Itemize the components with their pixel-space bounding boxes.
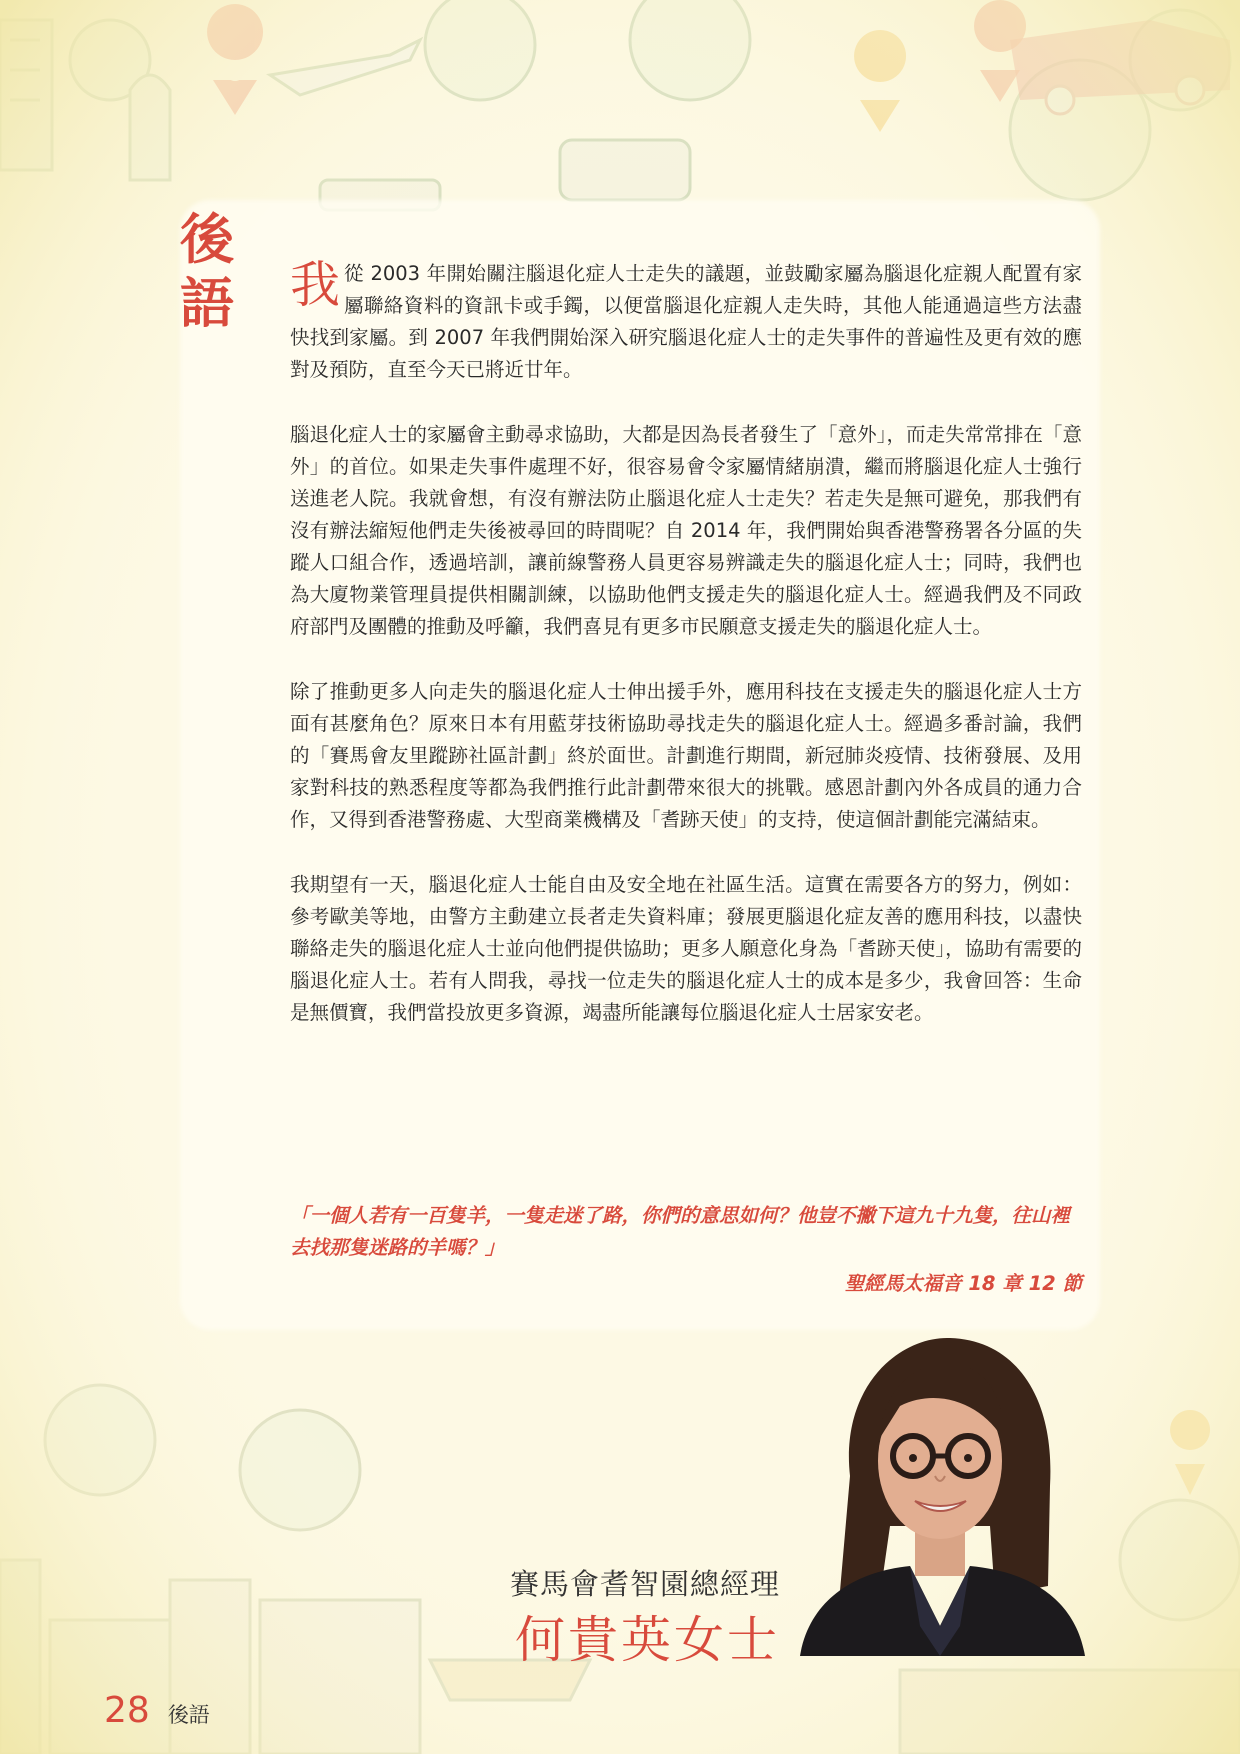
quote-source: 聖經馬太福音 18 章 12 節 [844,1272,1082,1295]
person-name: 何貴英女士 [515,1611,780,1669]
paragraph-2: 腦退化症人士的家屬會主動尋求協助，大都是因為長者發生了「意外」，而走失常常排在「意外」的首位。如果走失事件處理不好，很容易會令家屬情緒崩潰，繼而將腦退化症人士強行送進老人院。我就會想，有沒有辦法防止腦退化症人士走失？若走失是無可避免，那我們有沒有辦法縮短他們走失後被尋回的時間呢？自 2014 年，我們開始與香港警務署各分區的失蹤人口組合作，透過培訓，讓前線警務人員更容易辨識走失的腦退化症人士；同時，我們也為大廈物業管理員提供相關訓練，以協助他們支援走失的腦退化症人士。經過我們及不同政府部門及團體的推動及呼籲，我們喜見有更多市民願意支援走失的腦退化症人士。 [290,423,1082,638]
paragraph-1 [290,258,1082,386]
section-heading: 後語 [180,208,234,335]
page-number: 28 [104,1690,150,1731]
drop-cap: 我 [290,256,340,314]
footer-section-label: 後語 [167,1703,210,1727]
page-footer [104,1690,210,1731]
article-body [290,258,1082,1062]
paragraph-4: 我期望有一天，腦退化症人士能自由及安全地在社區生活。這實在需要各方的努力，例如：參考歐美等地，由警方主動建立長者走失資料庫；發展更腦退化症友善的應用科技，以盡快聯絡走失的腦退化症人士並向他們提供協助；更多人願意化身為「耆跡天使」，協助有需要的腦退化症人士。若有人問我，尋找一位走失的腦退化症人士的成本是多少，我會回答：生命是無價寶，我們當投放更多資源，竭盡所能讓每位腦退化症人士居家安老。 [290,873,1082,1024]
person-title: 賽馬會耆智園總經理 [509,1567,780,1601]
bible-quote: 「一個人若有一百隻羊，一隻走迷了路，你們的意思如何？他豈不撇下這九十九隻，往山裡去找那隻迷路的羊嗎？」 [290,1204,1071,1259]
paragraph-1-text: 從 2003 年開始關注腦退化症人士走失的議題，並鼓勵家屬為腦退化症親人配置有家屬聯絡資料的資訊卡或手鐲，以便當腦退化症親人走失時，其他人能通過這些方法盡快找到家屬。到 2007 年我們開始深入研究腦退化症人士的走失事件的普遍性及更有效的應對及預防，直至今天已將近廿年。 [290,262,1082,381]
portrait-photo [780,1326,1096,1656]
paragraph-3: 除了推動更多人向走失的腦退化症人士伸出援手外，應用科技在支援走失的腦退化症人士方面有甚麼角色？原來日本有用藍芽技術協助尋找走失的腦退化症人士。經過多番討論，我們的「賽馬會友里蹤跡社區計劃」終於面世。計劃進行期間，新冠肺炎疫情、技術發展、及用家對科技的熟悉程度等都為我們推行此計劃帶來很大的挑戰。感恩計劃內外各成員的通力合作，又得到香港警務處、大型商業機構及「耆跡天使」的支持，使這個計劃能完滿結束。 [290,680,1082,831]
